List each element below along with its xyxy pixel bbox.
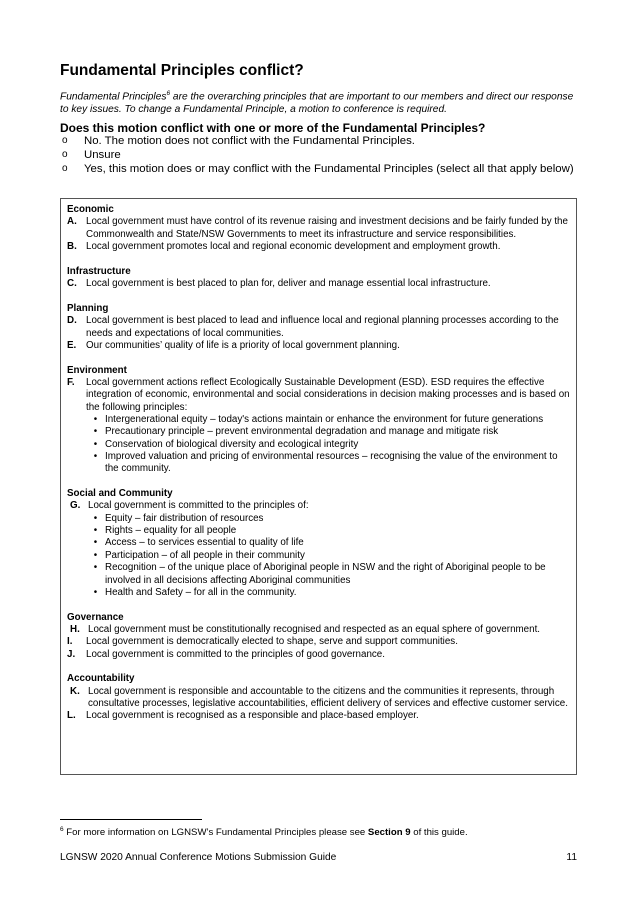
principle-text: Local government must have control of its revenue raising and investment decisions and be fairly funded by the Commonwealth and State/NSW Governments to meet its infrastructure and service responsibilities. bbox=[86, 216, 568, 240]
footnote-section-link: Section 9 bbox=[367, 827, 411, 839]
principle-text: Local government actions reflect Ecologically Sustainable Development (ESD). ESD requires the effective integration of economic, environmental and social considerations in decision making processes and is based on the following principles: bbox=[86, 376, 570, 413]
section-heading-governance: Governance bbox=[67, 611, 124, 623]
section-heading-planning: Planning bbox=[67, 302, 109, 314]
intro-paragraph bbox=[60, 88, 580, 117]
page-title: Fundamental Principles conflict? bbox=[60, 62, 304, 79]
principle-c[interactable] bbox=[67, 278, 570, 290]
principle-letter: H. bbox=[70, 623, 80, 635]
option-label: No. The motion does not conflict with the Fundamental Principles. bbox=[84, 135, 415, 147]
principle-letter: E. bbox=[67, 339, 77, 351]
bullet-icon: • bbox=[93, 562, 98, 574]
option-label: Yes, this motion does or may conflict with the Fundamental Principles (select all that apply below) bbox=[84, 163, 574, 176]
bullet-icon: • bbox=[93, 413, 98, 425]
principle-text: Local government must be constitutionally recognised and respected as an equal sphere of government. bbox=[88, 623, 541, 635]
list-item bbox=[67, 587, 570, 599]
bullet-text: Intergenerational equity – today's actions maintain or enhance the environment for future generations bbox=[105, 413, 544, 425]
footer-title: LGNSW 2020 Annual Conference Motions Submission Guide bbox=[60, 852, 337, 863]
section-heading-economic: Economic bbox=[67, 204, 114, 215]
principle-letter: I. bbox=[67, 636, 73, 648]
section-heading-social: Social and Community bbox=[67, 488, 173, 500]
principle-letter: G. bbox=[70, 500, 81, 512]
principle-text: Our communities’ quality of life is a priority of local government planning. bbox=[86, 339, 400, 351]
bullet-icon: • bbox=[93, 537, 98, 549]
principle-text: Local government is recognised as a responsible and place-based employer. bbox=[86, 710, 419, 722]
principle-text: Local government is democratically elected to shape, serve and support communities. bbox=[86, 636, 458, 648]
bullet-icon: • bbox=[93, 586, 98, 598]
principle-i[interactable] bbox=[67, 636, 570, 648]
list-item bbox=[67, 414, 570, 426]
page-number: 11 bbox=[566, 852, 577, 863]
bullet-text: Improved valuation and pricing of environmental resources – recognising the value of the environment to the community. bbox=[105, 451, 558, 475]
bullet-text: Conservation of biological diversity and ecological integrity bbox=[105, 438, 359, 450]
radio-circle-icon[interactable]: o bbox=[62, 135, 68, 146]
bullet-text: Access – to services essential to quality of life bbox=[105, 537, 304, 549]
bullet-text: Participation – of all people in their community bbox=[105, 549, 305, 561]
bullet-text: Rights – equality for all people bbox=[105, 525, 237, 537]
footnote-text-before: For more information on LGNSW’s Fundamental Principles please see bbox=[63, 827, 368, 839]
principle-text: Local government is committed to the principles of: bbox=[88, 500, 309, 512]
bullet-text: Health and Safety – for all in the community. bbox=[105, 586, 297, 598]
list-item bbox=[67, 426, 570, 438]
section-heading-infrastructure: Infrastructure bbox=[67, 265, 131, 277]
principle-text: Local government is responsible and accountable to the citizens and the communities it represents, through consultative processes, legislative accountabilities, efficient delivery of services and effective customer service. bbox=[88, 685, 568, 710]
principle-l[interactable] bbox=[67, 710, 570, 722]
radio-circle-icon[interactable]: o bbox=[62, 149, 68, 161]
principle-g[interactable] bbox=[67, 500, 570, 512]
bullet-icon: • bbox=[93, 438, 98, 450]
principle-a[interactable] bbox=[67, 216, 570, 241]
radio-circle-icon[interactable]: o bbox=[62, 163, 68, 175]
intro-rest: are the overarching principles that are important to our members and direct our response to key issues. To change a Fundamental Principle, a motion to conference is required. bbox=[60, 91, 574, 115]
principle-letter: K. bbox=[70, 685, 80, 697]
principles-box bbox=[60, 198, 577, 775]
list-item bbox=[67, 537, 570, 549]
bullet-text: Recognition – of the unique place of Aboriginal people in NSW and the right of Aboriginal people to be involved in all decisions affecting Aboriginal communities bbox=[105, 562, 546, 586]
principle-letter: F. bbox=[67, 376, 75, 388]
bullet-text: Equity – fair distribution of resources bbox=[105, 512, 264, 524]
principle-letter: C. bbox=[67, 278, 77, 290]
list-item bbox=[67, 550, 570, 562]
principle-f[interactable] bbox=[67, 377, 570, 414]
option-unsure[interactable] bbox=[60, 148, 580, 162]
principle-letter: B. bbox=[67, 241, 77, 253]
footnote-number: 6 bbox=[60, 826, 64, 833]
principle-b[interactable] bbox=[67, 241, 570, 253]
footnote bbox=[60, 826, 468, 838]
principle-text: Local government is best placed to plan for, deliver and manage essential local infrastructure. bbox=[86, 278, 491, 290]
bullet-icon: • bbox=[93, 451, 98, 463]
list-item bbox=[67, 439, 570, 451]
principle-letter: L. bbox=[67, 710, 76, 722]
option-yes[interactable] bbox=[60, 162, 580, 176]
footnote-ref: 6 bbox=[166, 90, 171, 97]
bullet-icon: • bbox=[93, 426, 98, 438]
list-item bbox=[67, 513, 570, 525]
bullet-icon: • bbox=[93, 525, 98, 537]
conflict-options bbox=[60, 134, 580, 177]
option-no[interactable] bbox=[60, 134, 580, 148]
option-label: Unsure bbox=[84, 149, 121, 162]
footnote-divider bbox=[60, 819, 202, 820]
principle-text: Local government is best placed to lead and influence local and regional planning processes according to the needs and expectations of local communities. bbox=[86, 315, 559, 339]
principle-letter: D. bbox=[67, 315, 77, 327]
bullet-icon: • bbox=[93, 549, 98, 561]
principle-d[interactable] bbox=[67, 315, 570, 340]
page-footer bbox=[60, 852, 577, 863]
section-heading-accountability: Accountability bbox=[67, 673, 135, 685]
principle-e[interactable] bbox=[67, 340, 570, 352]
list-item bbox=[67, 562, 570, 587]
principle-h[interactable] bbox=[67, 624, 570, 636]
principle-text: Local government promotes local and regional economic development and employment growth. bbox=[86, 241, 501, 253]
principle-letter: J. bbox=[67, 648, 76, 660]
principle-j[interactable] bbox=[67, 649, 570, 661]
list-item bbox=[67, 525, 570, 537]
bullet-icon: • bbox=[93, 512, 98, 524]
list-item bbox=[67, 451, 570, 476]
principle-text: Local government is committed to the principles of good governance. bbox=[86, 648, 385, 660]
bullet-text: Precautionary principle – prevent environmental degradation and manage and mitigate risk bbox=[105, 426, 499, 438]
intro-lead: Fundamental Principles bbox=[60, 91, 167, 103]
conflict-question: Does this motion conflict with one or more of the Fundamental Principles? bbox=[60, 121, 486, 135]
principle-letter: A. bbox=[67, 216, 77, 228]
footnote-text-after: of this guide. bbox=[410, 827, 468, 839]
principle-k[interactable] bbox=[67, 686, 570, 711]
section-heading-environment: Environment bbox=[67, 364, 127, 376]
